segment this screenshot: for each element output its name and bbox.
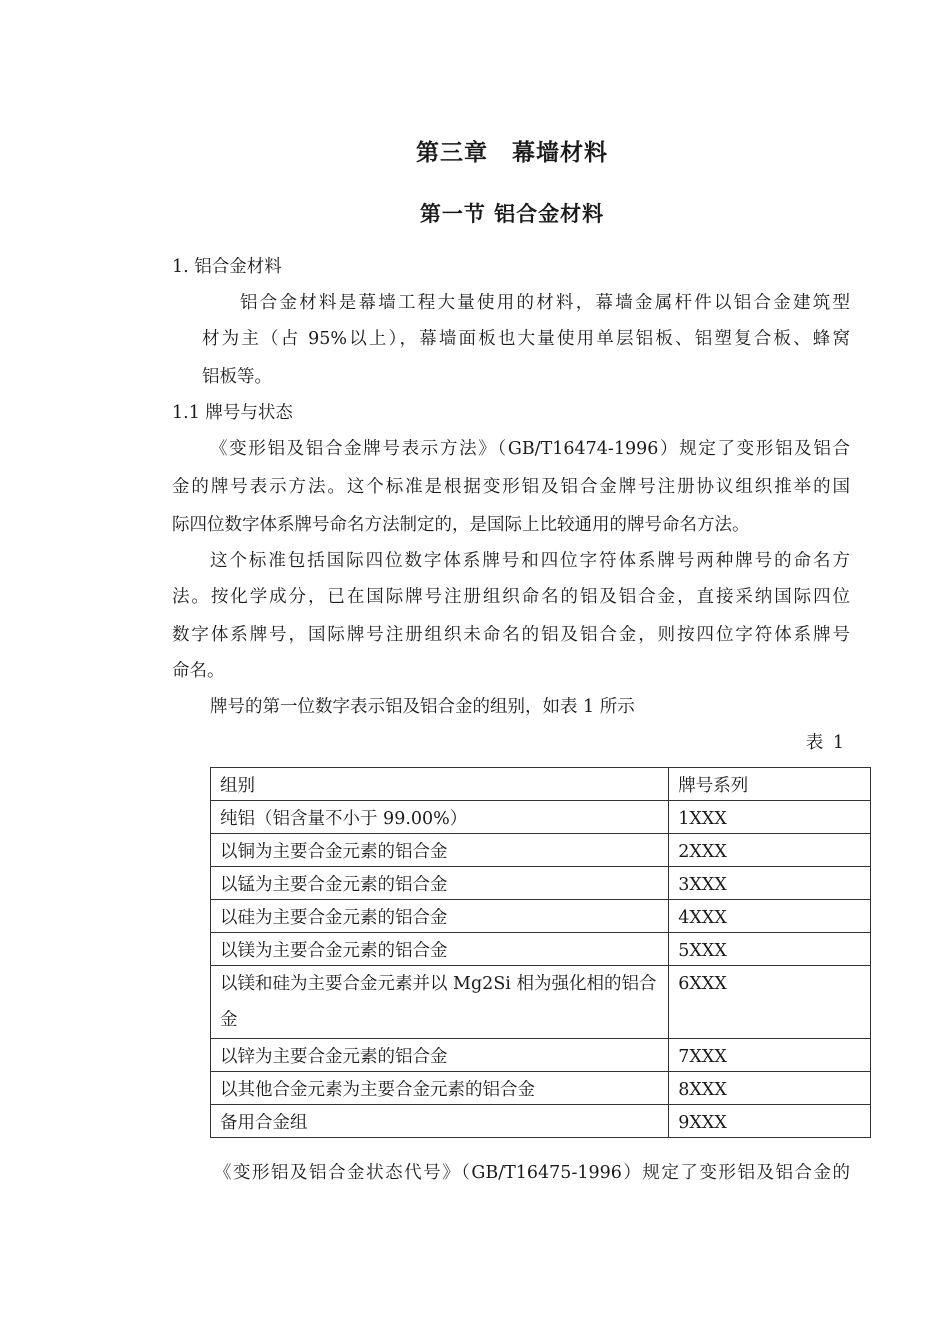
table-row — [211, 801, 871, 834]
table-cell-series: 6XXX — [669, 966, 871, 1039]
trailing-line: 《变形铝及铝合金状态代号》（GB/T16475-1996）规定了变形铝及铝合金的 — [214, 1163, 850, 1183]
table-cell-series: 2XXX — [669, 834, 871, 867]
para1-line-1: 《变形铝及铝合金牌号表示方法》（GB/T16474-1996）规定了变形铝及铝合 — [210, 439, 850, 459]
table-cell-group: 以硅为主要合金元素的铝合金 — [211, 900, 669, 933]
para3: 牌号的第一位数字表示铝及铝合金的组别，如表 1 所示 — [210, 697, 635, 717]
para2-line-3: 数字体系牌号，国际牌号注册组织未命名的铝及铝合金，则按四位字符体系牌号 — [172, 625, 850, 645]
section-title: 第一节 铝合金材料 — [419, 202, 605, 226]
table-cell-group: 以镁和硅为主要合金元素并以 Mg2Si 相为强化相的铝合金 — [211, 966, 669, 1039]
table-cell-series: 3XXX — [669, 867, 871, 900]
table-cell-group: 备用合金组 — [211, 1105, 669, 1138]
para2-line-2: 法。按化学成分，已在国际牌号注册组织命名的铝及铝合金，直接采纳国际四位 — [172, 587, 850, 607]
chapter-title: 第三章 幕墙材料 — [416, 140, 608, 166]
table-row — [211, 1105, 871, 1138]
para2-line-1: 这个标准包括国际四位数字体系牌号和四位字符体系牌号两种牌号的命名方 — [210, 551, 850, 571]
table-cell-series: 5XXX — [669, 933, 871, 966]
para1-line-3: 际四位数字体系牌号命名方法制定的，是国际上比较通用的牌号命名方法。 — [172, 515, 750, 535]
table-row — [211, 900, 871, 933]
item1-para-line-2: 材为主（占 95%以上），幕墙面板也大量使用单层铝板、铝塑复合板、蜂窝 — [202, 329, 850, 349]
table-cell-group: 以锌为主要合金元素的铝合金 — [211, 1039, 669, 1072]
table-row — [211, 933, 871, 966]
item1-heading: 1. 铝合金材料 — [172, 257, 282, 277]
table-cell-series: 7XXX — [669, 1039, 871, 1072]
table-row — [211, 1039, 871, 1072]
para1-line-2: 金的牌号表示方法。这个标准是根据变形铝及铝合金牌号注册协议组织推举的国 — [172, 477, 850, 497]
table-cell-group: 以铜为主要合金元素的铝合金 — [211, 834, 669, 867]
alloy-grade-table — [210, 767, 871, 1138]
table-cell-series: 4XXX — [669, 900, 871, 933]
subsection-heading: 1.1 牌号与状态 — [172, 403, 293, 423]
table-header-cell: 组别 — [211, 768, 669, 801]
table-row — [211, 867, 871, 900]
table-cell-group: 以镁为主要合金元素的铝合金 — [211, 933, 669, 966]
table-row — [211, 966, 871, 1039]
table-cell-group: 以锰为主要合金元素的铝合金 — [211, 867, 669, 900]
table-cell-group: 纯铝（铝含量不小于 99.00%） — [211, 801, 669, 834]
table-cell-series: 8XXX — [669, 1072, 871, 1105]
table-row — [211, 1072, 871, 1105]
table-row — [211, 834, 871, 867]
table-caption: 表 1 — [805, 733, 846, 753]
item1-para-line-3: 铝板等。 — [202, 367, 272, 387]
table-cell-series: 1XXX — [669, 801, 871, 834]
table-header-row — [211, 768, 871, 801]
para2-line-4: 命名。 — [172, 661, 225, 681]
item1-para-line-1: 铝合金材料是幕墙工程大量使用的材料，幕墙金属杆件以铝合金建筑型 — [240, 293, 850, 313]
table-header-cell: 牌号系列 — [669, 768, 871, 801]
table-cell-series: 9XXX — [669, 1105, 871, 1138]
table-cell-group: 以其他合金元素为主要合金元素的铝合金 — [211, 1072, 669, 1105]
